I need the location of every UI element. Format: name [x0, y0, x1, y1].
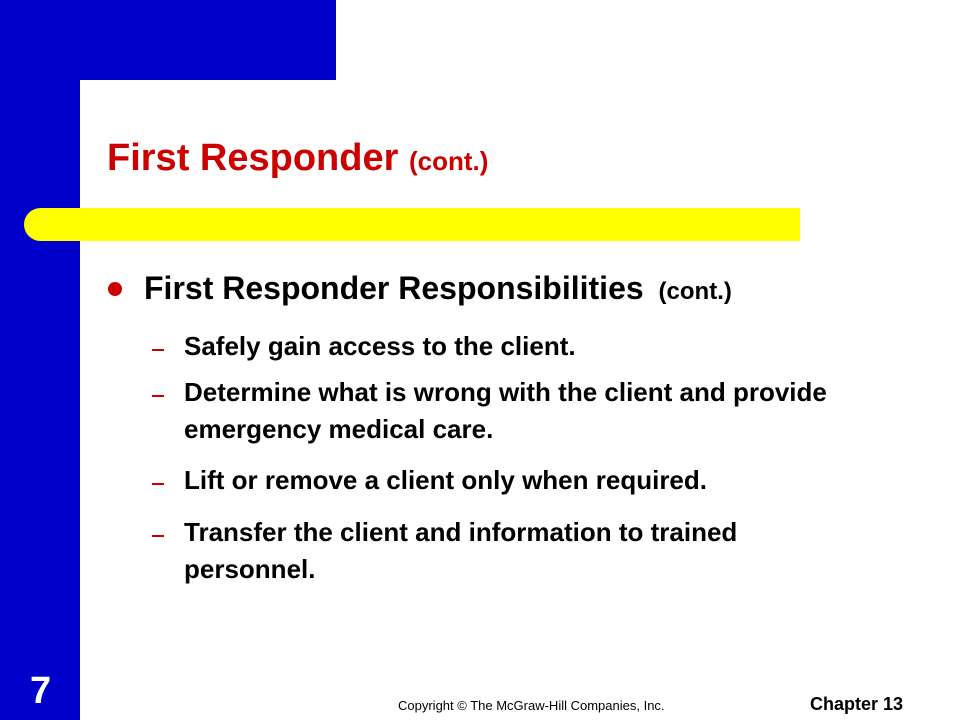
- dash-icon: [152, 349, 164, 351]
- sub-item-text: Safely gain access to the client.: [184, 331, 576, 361]
- dash-icon: [152, 483, 164, 485]
- sub-item: [152, 462, 864, 499]
- main-bullet: [108, 270, 732, 307]
- bullet-dot-icon: [108, 282, 122, 296]
- slide-title: [107, 132, 488, 187]
- sub-item-text: Lift or remove a client only when required.: [184, 465, 707, 495]
- sub-item: [152, 514, 864, 588]
- dash-icon: [152, 395, 164, 397]
- bullet-suffix: (cont.): [658, 278, 732, 305]
- slide-number: 7: [30, 670, 52, 712]
- bullet-label: First Responder Responsibilities: [144, 270, 644, 306]
- chapter-label: Chapter 13: [810, 694, 904, 714]
- title-underline-bar: [24, 208, 800, 241]
- sub-item: [152, 374, 864, 448]
- copyright-text: Copyright © The McGraw-Hill Companies, Inc.: [398, 698, 665, 713]
- title-main: First Responder: [107, 137, 399, 179]
- sub-item-text: Determine what is wrong with the client and provide emergency medical care.: [184, 377, 827, 444]
- frame-rounded-corner: [80, 80, 140, 140]
- blue-frame-left: [0, 0, 80, 720]
- bullet-text: [144, 270, 732, 307]
- sub-item: [152, 328, 864, 365]
- sub-item-text: Transfer the client and information to trained personnel.: [184, 517, 738, 584]
- dash-icon: [152, 535, 164, 537]
- title-suffix: (cont.): [408, 146, 489, 176]
